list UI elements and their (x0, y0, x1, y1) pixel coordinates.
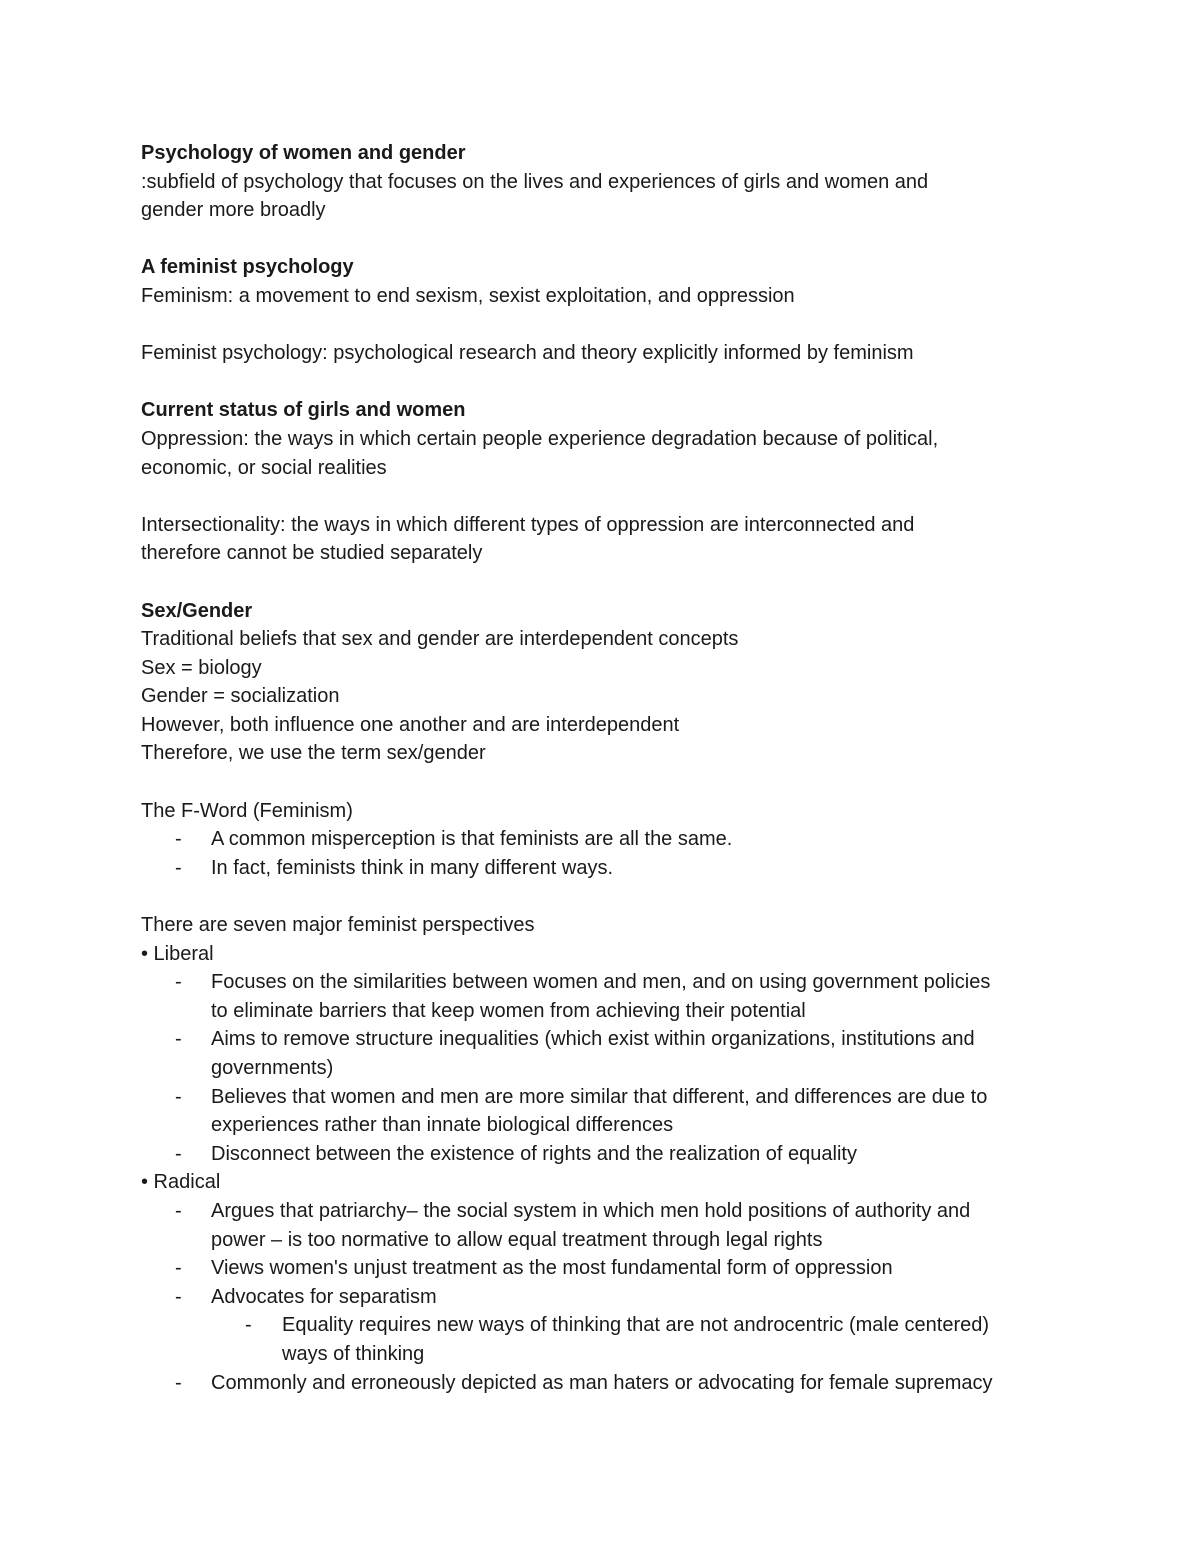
sex-gender-line: Gender = socialization (141, 685, 340, 708)
spacer (141, 225, 1101, 254)
dash-marker: - (175, 828, 182, 851)
list-item-text: In fact, feminists think in many different ways. (211, 856, 614, 879)
list-item-text: to eliminate barriers that keep women from achieving their potential (211, 999, 806, 1022)
heading-current-status: Current status of girls and women (141, 399, 466, 422)
bullet-liberal: • Liberal (141, 942, 214, 965)
dash-marker: - (175, 1028, 182, 1051)
heading-sex-gender: Sex/Gender (141, 599, 253, 622)
list-item-text: Believes that women and men are more similar that different, and differences are due to (211, 1085, 988, 1108)
feminism-definition: Feminism: a movement to end sexism, sexist exploitation, and oppression (141, 284, 795, 307)
heading-feminist-psychology: A feminist psychology (141, 256, 354, 279)
spacer (141, 482, 1101, 511)
list-item-text: Aims to remove structure inequalities (which exist within organizations, institutions and (211, 1028, 975, 1051)
dash-marker: - (175, 856, 182, 879)
definition-line: :subfield of psychology that focuses on the lives and experiences of girls and women and (141, 170, 929, 193)
list-item-text: Views women's unjust treatment as the most fundamental form of oppression (211, 1257, 893, 1280)
dash-marker: - (175, 1142, 182, 1165)
dash-marker: - (175, 1285, 182, 1308)
spacer (141, 882, 1101, 911)
oppression-definition: Oppression: the ways in which certain people experience degradation because of political, (141, 427, 939, 450)
list-item-text: experiences rather than innate biological differences (211, 1114, 674, 1137)
sub-list-item (141, 1311, 1101, 1368)
list-item-text: ways of thinking (282, 1342, 425, 1365)
definition-line: gender more broadly (141, 199, 326, 222)
spacer (141, 768, 1101, 797)
list-item (141, 1197, 1101, 1254)
list-item-text: governments) (211, 1057, 334, 1079)
dash-marker: - (245, 1314, 252, 1337)
sex-gender-line: Traditional beliefs that sex and gender are interdependent concepts (141, 628, 739, 651)
sex-gender-line: However, both influence one another and are interdependent (141, 713, 680, 736)
list-item-text: Commonly and erroneously depicted as man haters or advocating for female supremacy (211, 1371, 993, 1394)
list-item (141, 1254, 1101, 1283)
list-item (141, 1025, 1101, 1082)
list-item-text: A common misperception is that feminists are all the same. (211, 828, 733, 851)
list-item (141, 968, 1101, 1025)
list-item (141, 1140, 1101, 1169)
feminist-psychology-definition: Feminist psychology: psychological research and theory explicitly informed by feminism (141, 342, 914, 365)
document-page (141, 139, 1101, 1397)
list-item-text: Disconnect between the existence of rights and the realization of equality (211, 1142, 857, 1165)
list-item-text: power – is too normative to allow equal treatment through legal rights (211, 1228, 823, 1251)
sex-gender-line: Sex = biology (141, 656, 262, 679)
dash-marker: - (175, 1085, 182, 1108)
intersectionality-definition: Intersectionality: the ways in which different types of oppression are interconnected and (141, 513, 915, 536)
list-item (141, 1283, 1101, 1312)
dash-marker: - (175, 1257, 182, 1280)
list-item-text: Equality requires new ways of thinking that are not androcentric (male centered) (282, 1314, 990, 1337)
f-word-title: The F-Word (Feminism) (141, 799, 353, 822)
dash-marker: - (175, 1371, 182, 1394)
dash-marker: - (175, 1199, 182, 1222)
spacer (141, 368, 1101, 397)
list-item-text: Advocates for separatism (211, 1285, 437, 1308)
list-item (141, 1083, 1101, 1140)
list-item-text: Argues that patriarchy– the social system in which men hold positions of authority and (211, 1199, 971, 1222)
list-item-text: Focuses on the similarities between women and men, and on using government policies (211, 971, 991, 994)
list-item (141, 1369, 1101, 1398)
bullet-radical: • Radical (141, 1171, 221, 1194)
intersectionality-definition: therefore cannot be studied separately (141, 542, 483, 565)
perspectives-intro: There are seven major feminist perspectives (141, 914, 535, 937)
oppression-definition: economic, or social realities (141, 456, 387, 479)
heading-psychology-of-women: Psychology of women and gender (141, 142, 466, 164)
sex-gender-line: Therefore, we use the term sex/gender (141, 742, 486, 765)
list-item (141, 825, 1101, 854)
dash-marker: - (175, 971, 182, 994)
list-item (141, 854, 1101, 883)
spacer (141, 568, 1101, 597)
spacer (141, 311, 1101, 340)
